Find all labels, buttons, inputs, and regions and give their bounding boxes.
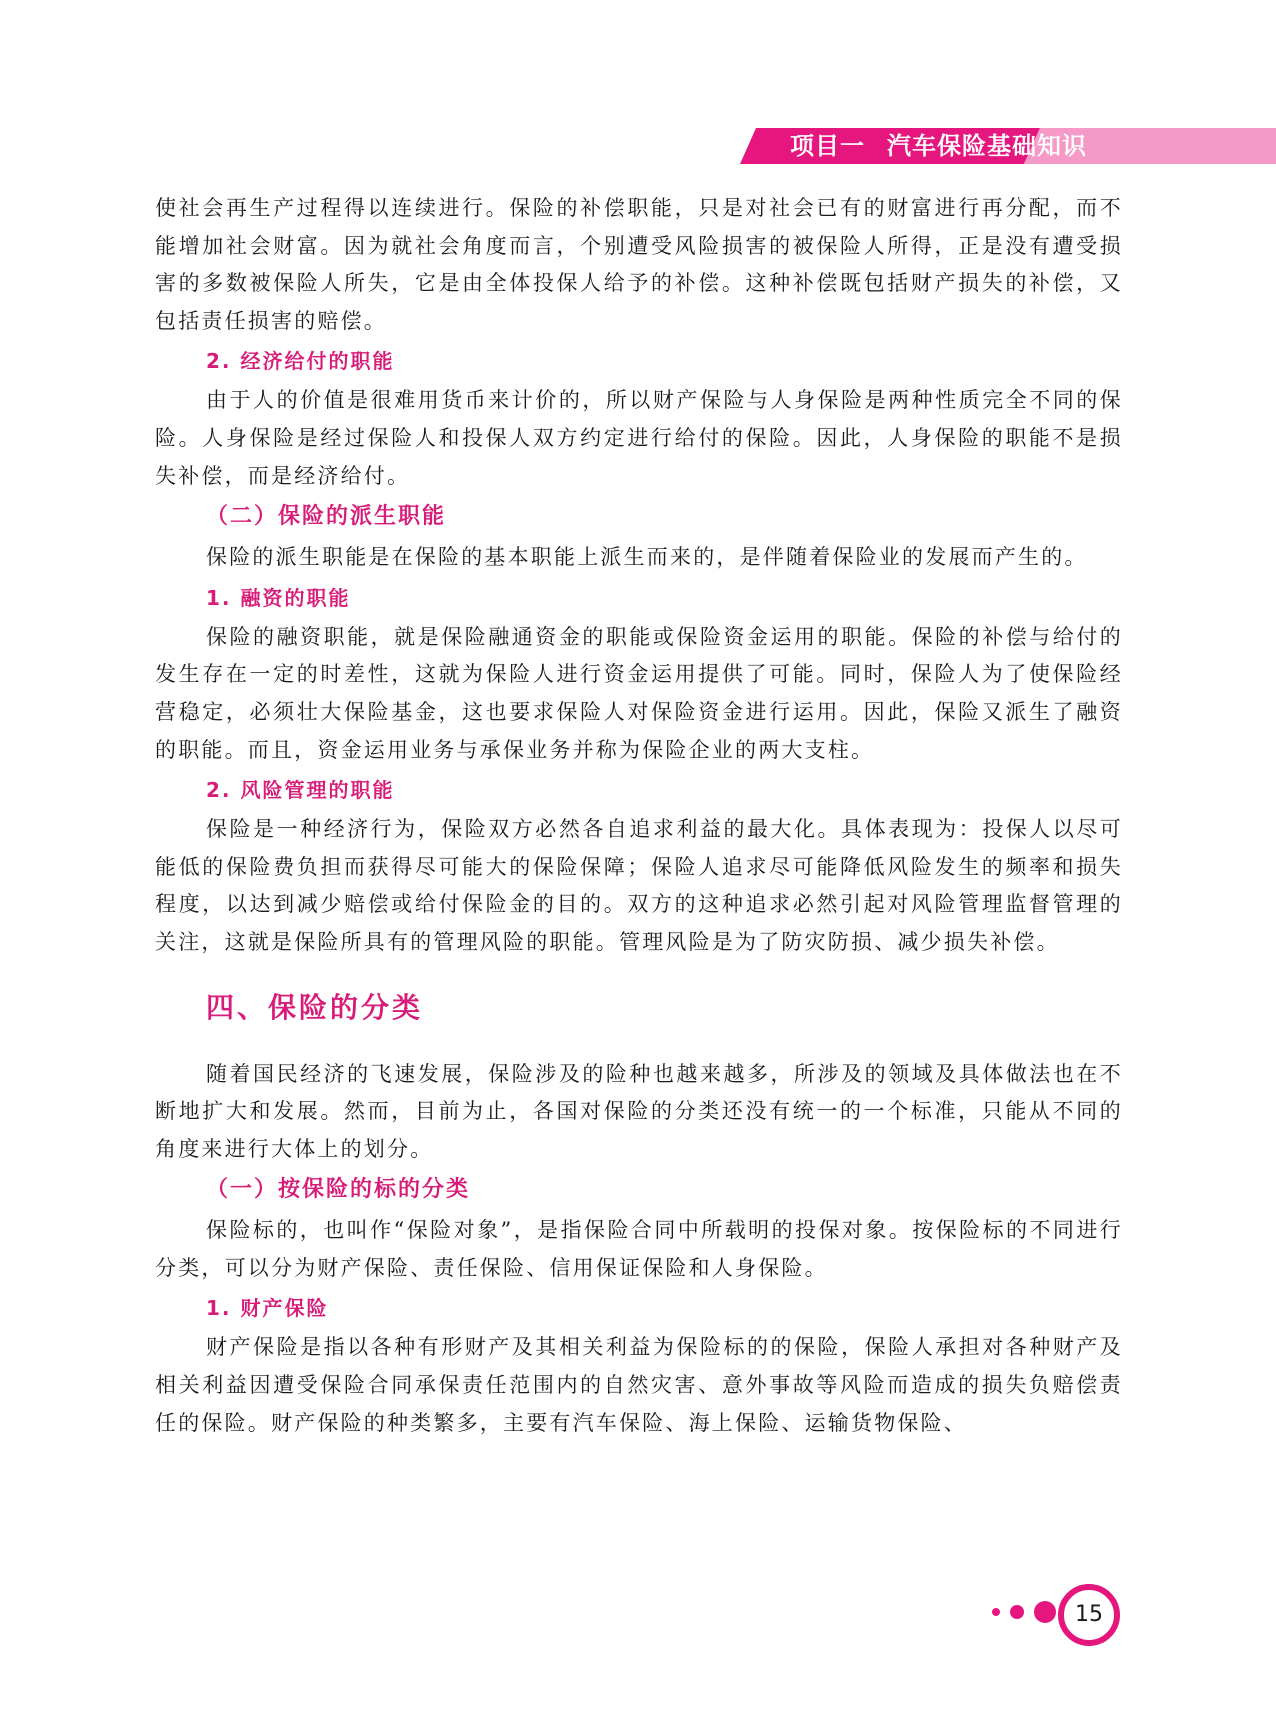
paragraph-financing: 保险的融资职能，就是保险融通资金的职能或保险资金运用的职能。保险的补偿与给付的发生存在一定的时差性，这就为保险人进行资金运用提供了可能。同时，保险人为了使保险经营稳定，必须壮大保险基金，这也要求保险人对保险资金进行运用。因此，保险又派生了融资的职能。而且，资金运用业务与承保业务并称为保险企业的两大支柱。 [155, 624, 1123, 762]
section-heading-classification: 四、保险的分类 [206, 990, 424, 1024]
page-dot-medium [1010, 1605, 1024, 1619]
page-dot-large [1034, 1601, 1056, 1623]
header-title [790, 128, 1087, 164]
paragraph-classification-intro: 随着国民经济的飞速发展，保险涉及的险种也越来越多，所涉及的领域及具体做法也在不断地扩大和发展。然而，目前为止，各国对保险的分类还没有统一的一个标准，只能从不同的角度来进行大体上的划分。 [155, 1061, 1123, 1161]
paragraph-derived-functions: 保险的派生职能是在保险的基本职能上派生而来的，是伴随着保险业的发展而产生的。 [206, 545, 1088, 570]
header-project-label: 项目一 [790, 132, 865, 160]
paragraph-compensation-continued: 使社会再生产过程得以连续进行。保险的补偿职能，只是对社会已有的财富进行再分配，而不能增加社会财富。因为就社会角度而言，个别遭受风险损害的被保险人所得，正是没有遭受损害的多数被保险人所失，它是由全体投保人给予的补偿。这种补偿既包括财产损失的补偿，又包括责任损害的赔偿。 [155, 196, 1123, 333]
paragraph-risk-management: 保险是一种经济行为，保险双方必然各自追求利益的最大化。具体表现为：投保人以尽可能低的保险费负担而获得尽可能大的保险保障；保险人追求尽可能降低风险发生的频率和损失程度，以达到减少赔偿或给付保险金的目的。双方的这种追求必然引起对风险管理监督管理的关注，这就是保险所具有的管理风险的职能。管理风险是为了防灾防损、减少损失补偿。 [155, 817, 1123, 954]
heading-by-subject: （一）按保险的标的分类 [206, 1177, 471, 1203]
heading-economic-payment: 2. 经济给付的职能 [206, 349, 395, 374]
page-number: 15 [1058, 1584, 1120, 1646]
header-chapter-title: 汽车保险基础知识 [887, 132, 1087, 160]
page-number-badge [988, 1584, 1128, 1644]
page-body [155, 190, 1123, 1442]
paragraph-property-insurance: 财产保险是指以各种有形财产及其相关利益为保险标的的保险，保险人承担对各种财产及相关利益因遭受保险合同承保责任范围内的自然灾害、意外事故等风险而造成的损失负赔偿责任的保险。财产保险的种类繁多，主要有汽车保险、海上保险、运输货物保险、 [155, 1335, 1123, 1435]
page-dot-small [992, 1608, 1000, 1616]
paragraph-by-subject: 保险标的，也叫作“保险对象”，是指保险合同中所载明的投保对象。按保险标的不同进行分类，可以分为财产保险、责任保险、信用保证保险和人身保险。 [155, 1218, 1123, 1280]
paragraph-economic-payment: 由于人的价值是很难用货币来计价的，所以财产保险与人身保险是两种性质完全不同的保险。人身保险是经过保险人和投保人双方约定进行给付的保险。因此，人身保险的职能不是损失补偿，而是经济给付。 [155, 388, 1123, 488]
heading-risk-management: 2. 风险管理的职能 [206, 778, 395, 803]
chapter-header-banner [740, 128, 1276, 164]
heading-financing: 1. 融资的职能 [206, 585, 351, 610]
heading-property-insurance: 1. 财产保险 [206, 1296, 329, 1321]
heading-derived-functions: （二）保险的派生职能 [206, 504, 447, 530]
